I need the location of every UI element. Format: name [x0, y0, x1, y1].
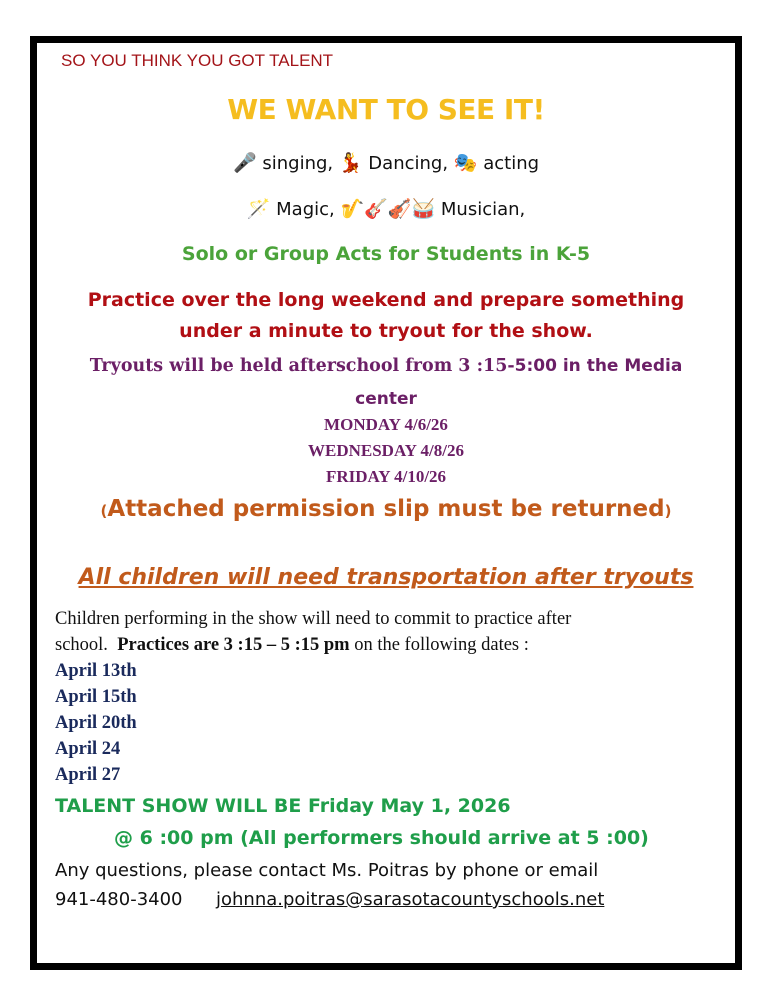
permission-slip-notice — [37, 496, 735, 522]
microphone-icon: 🎤 — [232, 152, 257, 174]
acts-line-2 — [37, 197, 735, 220]
paren-close: ) — [664, 502, 672, 520]
tryouts-line-2: center — [355, 389, 417, 409]
email-link[interactable]: johnna.poitras@sarasotacountyschools.net — [215, 889, 605, 910]
dancer-icon: 💃 — [338, 152, 363, 174]
show-time: @ 6 :00 pm (All performers should arrive at 5 :00) — [114, 827, 649, 849]
practice-date: April 15th — [55, 687, 137, 707]
acts-line-1 — [37, 151, 735, 174]
act-singing: singing, — [262, 153, 334, 174]
kicker-text: SO YOU THINK YOU GOT TALENT — [61, 51, 334, 70]
act-acting: acting — [483, 153, 540, 174]
practice-date: April 13th — [55, 661, 137, 681]
practice-date: April 20th — [55, 713, 137, 733]
commit-line-1: Children performing in the show will need to commit to practice after — [55, 609, 572, 629]
theater-masks-icon: 🎭 — [453, 152, 478, 174]
headline: WE WANT TO SEE IT! — [227, 93, 545, 126]
magic-wand-icon: 🪄 — [246, 198, 271, 220]
tryouts-line — [37, 356, 735, 376]
act-magic: Magic, — [276, 199, 335, 220]
commit-line-2 — [55, 635, 529, 656]
phone-number: 941-480-3400 — [55, 889, 183, 910]
practice-date: April 24 — [55, 739, 121, 759]
act-dancing: Dancing, — [368, 153, 449, 174]
contact-details — [55, 889, 604, 910]
paren-open: ( — [100, 502, 108, 520]
practice-instructions — [37, 285, 735, 347]
instruments-icon: 🎷🎸🎻🥁 — [340, 198, 436, 220]
audience-line: Solo or Group Acts for Students in K-5 — [181, 243, 591, 265]
act-musician: Musician, — [440, 199, 526, 220]
tryout-day-friday: FRIDAY 4/10/26 — [325, 467, 447, 486]
tryout-day-wednesday: WEDNESDAY 4/8/26 — [307, 441, 465, 460]
practice-times: Practices are 3 :15 – 5 :15 pm — [117, 635, 350, 655]
show-date: TALENT SHOW WILL BE Friday May 1, 2026 — [55, 795, 511, 817]
commit-post: on the following dates : — [349, 635, 529, 655]
practice-date: April 27 — [55, 765, 121, 785]
commit-pre: school. — [55, 635, 118, 655]
flyer-border — [30, 36, 742, 970]
permission-text: Attached permission slip must be returned — [107, 496, 665, 522]
transportation-notice: All children will need transportation after tryouts — [78, 565, 694, 590]
tryout-day-monday: MONDAY 4/6/26 — [324, 415, 448, 434]
practice-line-1: Practice over the long weekend and prepare something — [87, 289, 685, 311]
tryouts-text-serif: Tryouts will be held afterschool from 3 :15- — [89, 356, 515, 376]
contact-line: Any questions, please contact Ms. Poitras by phone or email — [55, 860, 599, 881]
practice-line-2: under a minute to tryout for the show. — [179, 320, 593, 342]
tryouts-text-sans: 5:00 in the Media — [514, 356, 683, 376]
